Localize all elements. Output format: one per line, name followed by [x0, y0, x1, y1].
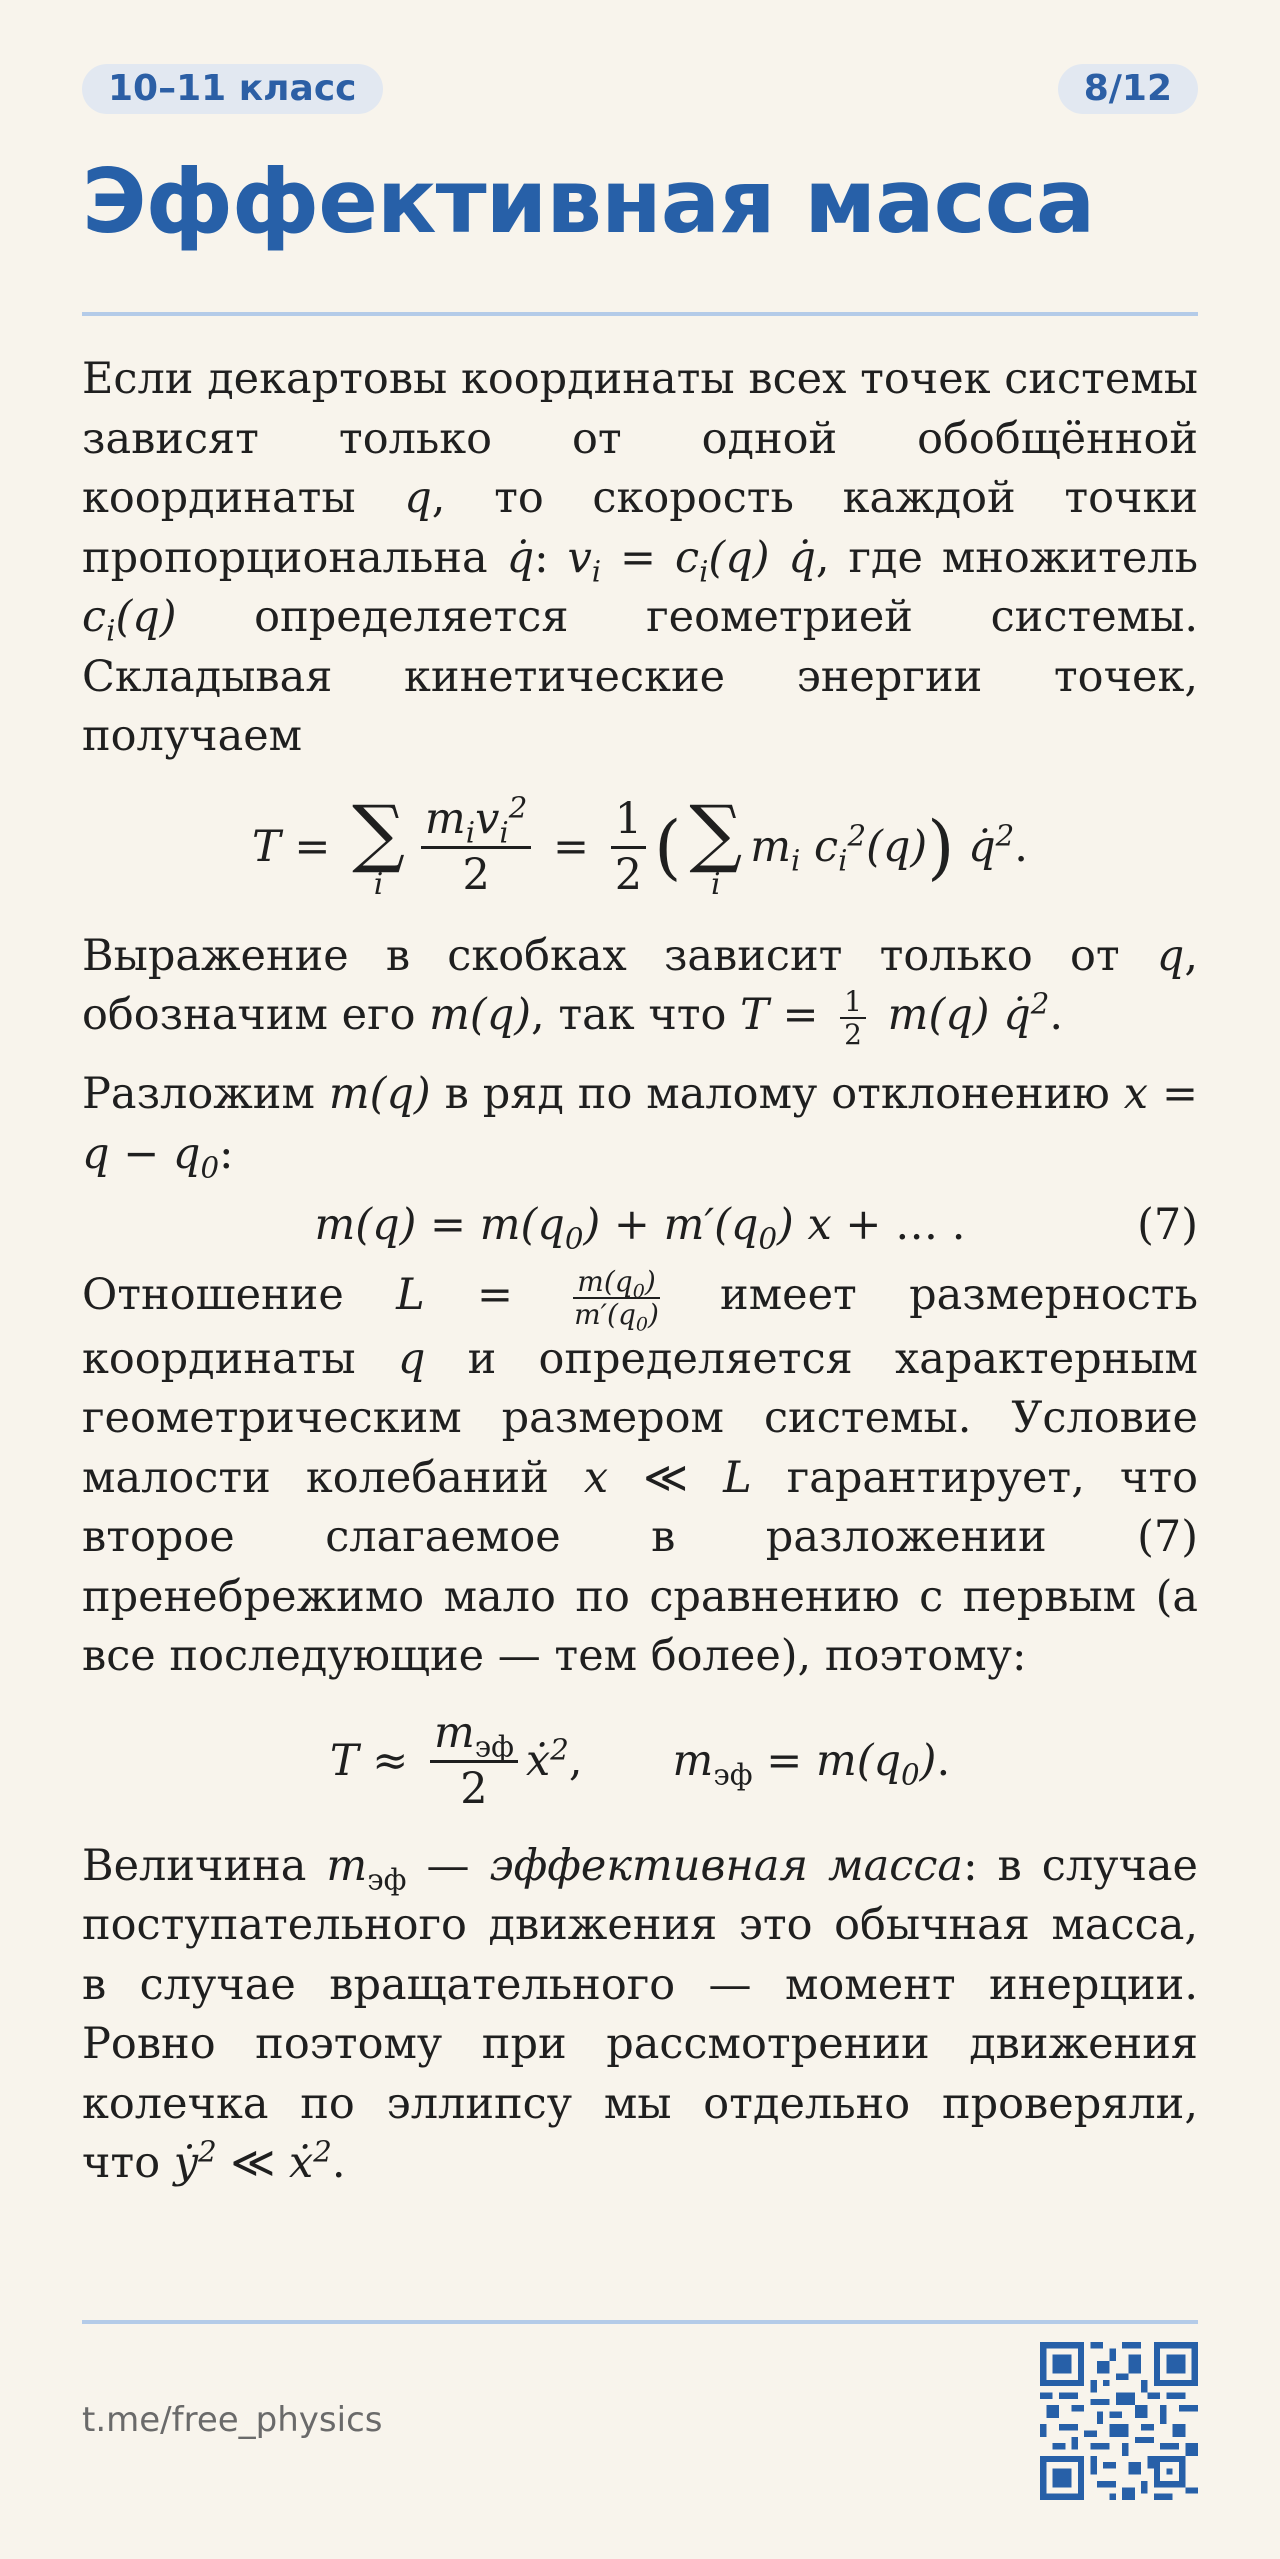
article-body	[82, 350, 1198, 2194]
title-divider	[82, 312, 1198, 316]
paragraph-2: Выражение в скобках зависит только от q, обозначим его m(q), так что T = $\frac{1}{2}$ m(q) q̇$^2$.	[82, 930, 1198, 1051]
paragraph-1: Если декартовы координаты всех точек системы зависят только от одной обобщённой координаты q, то скорость каждой точки пропорциональна q̇: $v_i = c_i(q)$ q̇, где множитель $c_i(q)$ определяется геометрией системы. Складывая кинетические энергии точек, получаем	[82, 354, 1198, 761]
channel-link[interactable]: t.me/free_physics	[82, 2400, 383, 2440]
qr-code-icon	[1040, 2342, 1198, 2500]
paragraph-3: Разложим m(q) в ряд по малому отклонению $x = q - q_0$:	[82, 1069, 1199, 1185]
kinetic-energy-formula: T = ∑ i $\frac{m_iv_i^2}{2}$ = $\frac{1}{2}$ ( ∑ i $m_i$ $c_i^2(q)$ ) q̇$^2$ .	[252, 789, 1028, 902]
footer-divider	[82, 2320, 1198, 2324]
page-counter: 8/12	[1058, 64, 1198, 114]
equation-number: (7)	[1137, 1199, 1198, 1250]
paragraph-4: Отношение L = $\frac{m(q_0)}{m'(q_0)}$ имеет размерность координаты q и определяется характерным геометрическим размером системы. Условие малости колебаний x ≪ L гарантирует, что второе слагаемое в разложении (7) пренебрежимо мало по сравнению с первым (а все последующие — тем более), поэтому:	[82, 1265, 1199, 1682]
effective-mass-formula: T ≈ $\frac{m_{эф}}{2}$ ẋ$^2$ , $m_{эф} = m(q_0)$ .	[329, 1708, 951, 1815]
mass-expansion-formula: $m(q) = m(q_0) + m'(q_0) x$ + … . (7)	[82, 1184, 1198, 1266]
paragraph-5: Величина $m_{эф}$ — эффективная масса: в случае поступательного движения это обычная масса, в случае вращательного — момент инерции. Ровно поэтому при рассмотрении движения колечка по эллипсу мы отдельно проверяли, что ẏ$^2$ ≪ ẋ$^2$.	[82, 1840, 1198, 2189]
page-title: Эффективная масса	[82, 150, 1095, 253]
grade-badge: 10–11 класс	[82, 64, 383, 114]
